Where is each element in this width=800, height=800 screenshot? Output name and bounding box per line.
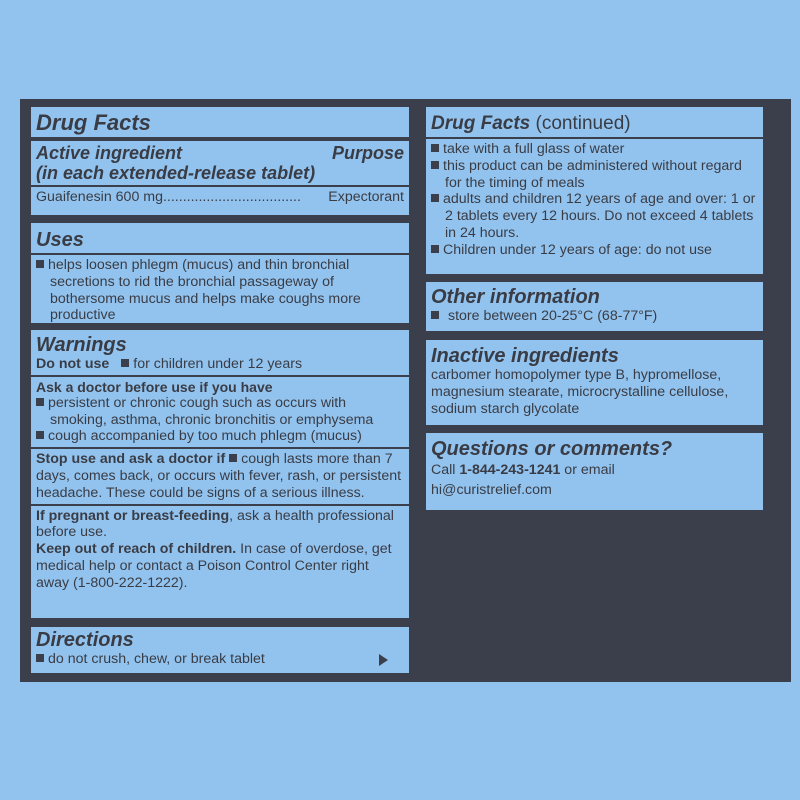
directions-continued-box <box>426 107 763 274</box>
active-header-row <box>36 143 404 163</box>
bullet-icon <box>36 654 44 662</box>
warnings-box <box>31 330 409 618</box>
purpose-header: Purpose <box>331 143 404 163</box>
call-line: Call 1-844-243-1241 or email <box>431 462 615 478</box>
questions-title: Questions or comments? <box>431 438 673 460</box>
other-info-box <box>426 282 763 331</box>
email-address: hi@curistrelief.com <box>431 481 552 498</box>
do-not-use-label: Do not use <box>36 356 110 372</box>
active-ingredient-box <box>31 107 409 215</box>
questions-box <box>426 433 763 510</box>
stop-use-label: Stop use and ask a doctor if <box>36 451 226 468</box>
uses-box <box>31 223 409 323</box>
divider <box>31 137 409 141</box>
do-not-use-line: Do not use for children under 12 years <box>36 356 303 372</box>
directions-title: Directions <box>36 629 134 651</box>
ask-doctor-item: persistent or chronic cough such as occurs with smoking, asthma, chronic bronchitis or emphysema <box>36 395 404 429</box>
divider <box>31 253 409 255</box>
ask-doctor-item: cough accompanied by too much phlegm (mucus) <box>36 428 404 445</box>
per-tablet-note: (in each extended-release tablet) <box>36 163 316 183</box>
direction-item: take with a full glass of water <box>431 141 758 158</box>
direction-item: adults and children 12 years of age and over: 1 or 2 tablets every 12 hours. Do not exceed 4 tablets in 24 hours. <box>431 191 758 241</box>
directions-box <box>31 627 409 673</box>
active-ingredient-header: Active ingredient <box>36 143 183 163</box>
bullet-icon <box>431 245 439 253</box>
uses-item: helps loosen phlegm (mucus) and thin bronchial secretions to rid the bronchial passageway of bothersome mucus and helps make coughs more productive <box>36 257 404 323</box>
bullet-icon <box>431 311 439 319</box>
leader-dots: ................................... <box>162 189 301 205</box>
divider <box>31 504 409 506</box>
drug-facts-panel <box>20 99 791 682</box>
direction-item: Children under 12 years of age: do not use <box>431 242 758 259</box>
directions-item: do not crush, chew, or break tablet <box>48 651 265 667</box>
pregnancy-paragraph: If pregnant or breast-feeding, ask a health professional before use. <box>36 507 394 541</box>
direction-item: this product can be administered without regard for the timing of meals <box>431 158 758 192</box>
divider <box>31 375 409 377</box>
warnings-title: Warnings <box>36 334 127 356</box>
bullet-icon <box>36 398 44 406</box>
other-info-title: Other information <box>431 286 600 308</box>
ingredient-row <box>36 189 404 206</box>
drug-facts-title: Drug Facts <box>36 110 151 135</box>
ingredient-name: Guaifenesin 600 mg <box>36 189 163 205</box>
bullet-icon <box>431 144 439 152</box>
divider <box>31 185 409 187</box>
bullet-icon <box>431 161 439 169</box>
bullet-icon <box>36 260 44 268</box>
keep-out-label: Keep out of reach of children. <box>36 541 237 558</box>
bullet-icon <box>121 359 129 367</box>
keep-out-paragraph: Keep out of reach of children. In case of overdose, get medical help or contact a Poison Control Center right away (1-800-222-1222). <box>36 541 392 591</box>
inactive-title: Inactive ingredients <box>431 345 619 367</box>
bullet-icon <box>36 431 44 439</box>
divider <box>426 137 763 139</box>
divider <box>31 447 409 449</box>
bullet-icon <box>431 194 439 202</box>
phone-number: 1-844-243-1241 <box>459 462 561 478</box>
inactive-text: carbomer homopolymer type B, hypromellose, magnesium stearate, microcrystalline cellulose, sodium starch glycolate <box>431 367 729 417</box>
ingredient-purpose: Expectorant <box>328 189 404 205</box>
uses-title: Uses <box>36 229 84 251</box>
continue-arrow-icon <box>379 654 388 666</box>
stop-use-paragraph: Stop use and ask a doctor if cough lasts more than 7 days, comes back, or occurs with fever, rash, or persistent headache. These could be signs of a serious illness. <box>36 451 402 501</box>
ask-doctor-heading: Ask a doctor before use if you have <box>36 378 273 395</box>
pregnancy-label: If pregnant or breast-feeding <box>36 507 230 524</box>
bullet-icon <box>229 454 237 462</box>
other-info-item: store between 20-25°C (68-77°F) <box>431 308 758 325</box>
continued-title: Drug Facts (continued) <box>431 113 631 134</box>
directions-row <box>36 651 404 668</box>
inactive-ingredients-box <box>426 340 763 425</box>
